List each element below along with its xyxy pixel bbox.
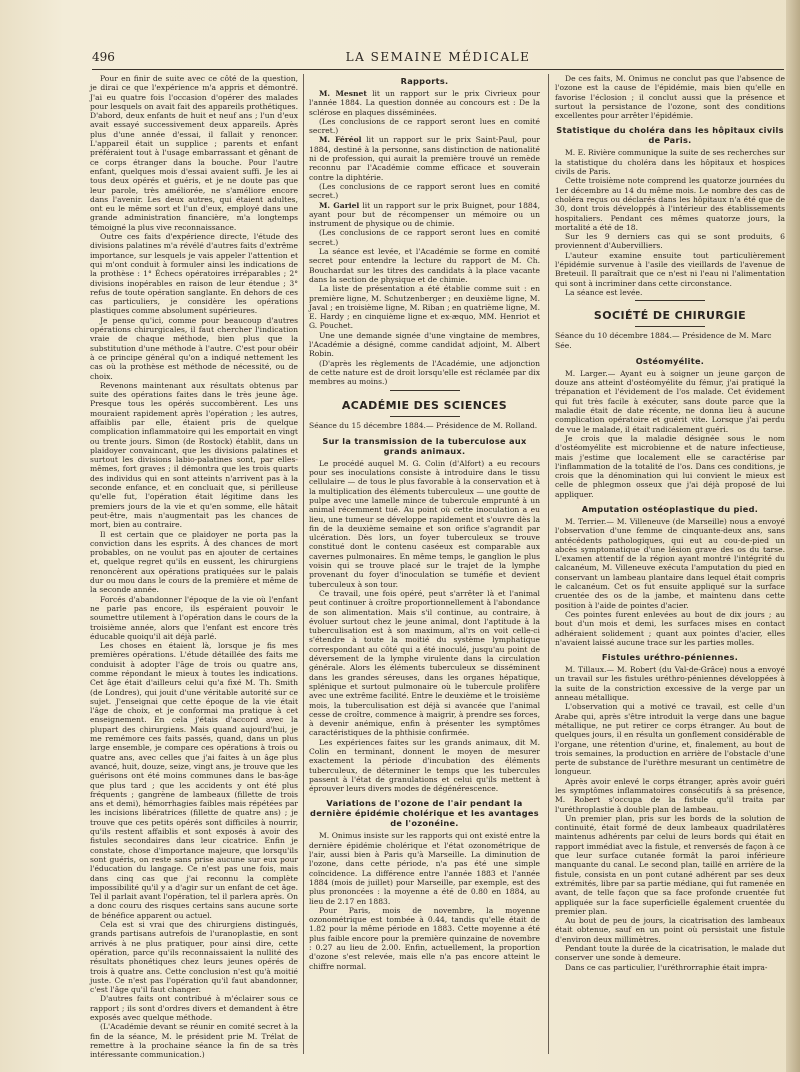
paragraph: M. Tillaux.— M. Robert (du Val-de-Grâce) nous a envoyé un travail sur les fistules uréthro-péniennes développées à la suite de la constriction excessive de la verge par un anneau métallique. <box>555 665 785 703</box>
paragraph: Forcés d'abandonner l'époque de la vie où l'enfant ne parle pas encore, ils espéraient pouvoir le soumettre utilement à l'opération dans le cours de la troisième année, alors que l'enfant est encore très éducable quoiqu'il ait déjà parlé. <box>90 594 298 641</box>
paragraph: Ces pointes furent enlevées au bout de dix jours ; au bout d'un mois et demi, les surfaces mises en contact adhéraient solidement ; quant aux pointes d'acier, elles n'avaient laissé aucune trace sur les parties molles. <box>555 609 785 647</box>
page-header <box>92 50 784 70</box>
paragraph: Cette troisième note comprend les quatorze journées du 1er décembre au 14 du même mois. Le nombre des cas de choléra reçus ou déclarés dans les hôpitaux n'a été que de 30, dont trois développés à l'intérieur des établissements hospitaliers. Pendant ces mêmes quatorze jours, la mortalité a été de 18. <box>555 176 785 232</box>
speaker-name: M. Mesnet <box>319 89 367 98</box>
paragraph: Dans ce cas particulier, l'uréthrorraphie était impra- <box>565 962 768 972</box>
paragraph: M. Larger.— Ayant eu à soigner un jeune garçon de douze ans atteint d'ostéomyélite du fémur, j'ai pratiqué la trépanation et l'évidement de l'os malade. Cet évidement qui fut très facile à exécuter, sans doute parce que la maladie était de date récente, ne donna lieu à aucune complication opératoire et guérit vite. Lorsque j'ai perdu de vue le malade, il était radicalement guéri. <box>555 368 785 434</box>
section-title-societe-chirurgie: SOCIÉTÉ DE CHIRURGIE <box>593 309 747 323</box>
paragraph: Après avoir enlevé le corps étranger, après avoir guéri les symptômes inflammatoires consécutifs à sa présence, M. Robert s'occupa de la fistule qu'il traita par l'uréthroplastie à double plan de lambeau. <box>555 776 785 814</box>
rubric-statistique-cholera: Statistique du choléra dans les hôpitaux civils de Paris. <box>556 125 784 146</box>
rubric-amputation: Amputation ostéoplastique du pied. <box>581 503 759 514</box>
report-text: (Les conclusions de ce rapport seront lues en comité secret.) <box>309 228 540 247</box>
section-title-academie-sciences: ACADÉMIE DES SCIENCES <box>341 398 508 412</box>
report-paragraph <box>309 359 540 387</box>
rubric-fistules: Fistules uréthro-péniennes. <box>601 652 739 663</box>
rubric-tuberculose: Sur la transmission de la tuberculose aux grands animaux. <box>322 435 527 456</box>
report-text: lit un rapport sur le prix Saint-Paul, pour 1884, destiné à la personne, sans distinction de nationalité ni de profession, qui aurait la première trouvé un remède reconnu par l'Académie comme efficace et souverain contre la diphtérie. <box>309 135 540 182</box>
rubric-osteomyelite: Ostéomyélite. <box>635 355 705 366</box>
paragraph: M. E. Rivière communique la suite de ses recherches sur la statistique du choléra dans les hôpitaux et hospices civils de Paris. <box>555 148 785 177</box>
column-divider-right <box>548 74 549 1054</box>
paragraph: L'auteur examine ensuite tout particulièrement l'épidémie survenue à l'asile des vieillards de l'avenue de Breteuil. Il paraîtrait que ce n'est ni l'eau ni l'alimentation qui sont à incriminer dans cette circonstance. <box>555 250 785 288</box>
rubric-ozone: Variations de l'ozone de l'air pendant la dernière épidémie cholérique et les avantages de l'ozonéine. <box>310 798 539 829</box>
report-paragraph <box>309 331 540 359</box>
session-line: Séance du 10 décembre 1884.— Présidence de M. Marc Sée. <box>555 331 772 350</box>
speaker-name: M. Gariel <box>319 200 360 210</box>
running-title: LA SEMAINE MÉDICALE <box>345 50 531 64</box>
speaker-name: M. Féréol <box>319 135 362 145</box>
paragraph: Les choses en étaient là, lorsque je fis mes premières opérations. L'étude détaillée des faits me conduisit à adopter l'âge de trois ou quatre ans, comme répondant le mieux à toutes les indications. Cet âge était d'ailleurs celui qu'a fixé M. Th. Smith (de Londres), qui jouit d'une véritable autorité sur ce sujet. J'enseignai que cette époque de la vie était l'âge de choix, et je conformai ma pratique à cet enseignement. En cela j'étais d'accord avec la plupart des chirurgiens. Mais quand aujourd'hui, je me remémore ces faits passés, quand, dans un plus large ensemble, je compare ces opérations à trois ou quatre ans, avec celles que j'ai faites à un âge plus avancé, huit, douze, seize, vingt ans, je trouve que les guérisons ont été moins communes dans le bas-âge que plus tard ; que les accidents y ont été plus fréquents ; gangrène de lambeaux (fillette de trois ans et demi), hémorrhagies faibles mais répétées par les incisions libératrices (fillette de quatre ans) ; je trouve que ces petits opérés sont difficiles à nourrir, qu'ils restent affaiblis et sont exposés à avoir des fistules secondaires dans leur cicatrice. Enfin je constate, chose d'importance majeure, que lorsqu'ils sont guéris, on reste sans prise aucune sur eux pour l'éducation du langage. Ce n'est pas une fois, mais dans cinq cas que j'ai reconnu la complète impossibilité qu'il y a d'agir sur un enfant de cet âge. Tel il parlait avant l'opération, tel il parlera après. On a donc couru des risques certains sans aucune sorte de bénéfice apparent ou actuel. <box>90 641 298 920</box>
report-text: (Les conclusions de ce rapport seront lues en comité secret.) <box>309 116 540 136</box>
column-right <box>555 74 785 1054</box>
paragraph: Pendant toute la durée de la cicatrisation, le malade dut conserver une sonde à demeure. <box>555 944 785 963</box>
paragraph: Je crois que la maladie désignée sous le nom d'ostéomyélite est microbienne et de nature infectieuse, mais j'estime que localement elle se caractérise par l'inflammation de la totalité de l'os. Dans ces conditions, je crois que la dénomination qui lui convient le mieux est celle de phlegmon osseux que j'ai déjà proposé de lui appliquer. <box>555 433 785 499</box>
report-text: (D'après les règlements de l'Académie, une adjonction de cette nature est de droit lorsqu'elle est réclamée par dix membres au moins.) <box>309 358 540 387</box>
page-number: 496 <box>92 50 115 64</box>
report-paragraph <box>309 247 540 284</box>
paragraph: Ce travail, une fois opéré, peut s'arrêter là et l'animal peut continuer à croître proportionnellement à l'abondance de son alimentation. Mais s'il continue, au contraire, à évoluer surtout chez le jeune animal, dont l'aptitude à la tuberculisation est à son maximum, al'rs on voit celle-ci s'étendre à toute la moitié du système lymphatique correspondant au côté qui a été inoculé, jusqu'au point de déversement de la lymphe virulente dans la circulation générale. Alors les éléments tuberculeux se disséminent dans les grandes séreuses, dans les organes hépatique, splénique et surtout pulmonaire où le tubercule prolifère avec une extrême facilité. Entre le deuxième et le troisième mois, la tuberculisation est déjà si avancée que l'animal cesse de croître, commence à maigrir, à prendre ses forces, à devenir anémique, enfin à présenter les symptômes caractéristiques de la phthisie confirmée. <box>309 588 540 738</box>
report-paragraph <box>309 117 540 136</box>
page-binding-edge <box>786 0 800 1072</box>
session-line: Séance du 15 décembre 1884.— Présidence de M. Rolland. <box>309 420 538 430</box>
paragraph: Outre ces faits d'expérience directe, l'étude des divisions palatines m'a révélé d'autres faits d'extrême importance, sur lesquels je vais appeler l'attention et qui m'ont conduit à formuler ainsi les indications de la prothèse : 1° Échecs opératoires irréparables ; 2° divisions inopérables en raison de leur étendue ; 3° refus de toute opération sanglante. En dehors de ces cas particuliers, je considère les opérations plastiques comme absolument supérieures. <box>90 232 298 316</box>
report-paragraph <box>309 228 540 247</box>
report-text: La séance est levée, et l'Académie se forme en comité secret pour entendre la lecture du rapport de M. Ch. Bouchardat sur les titres des candidats à la place vacante dans la section de physique et de chimie. <box>309 247 540 284</box>
paragraph: Les expériences faites sur les grands animaux, dit M. Colin en terminant, donnent le moyen de mesurer exactement la période d'incubation des éléments tuberculeux, de déterminer le temps que les tubercules passent à l'état de granulations et celui qu'ils mettent à éprouver leurs divers modes de dégénérescence. <box>309 737 540 794</box>
paragraph: Il est certain que ce plaidoyer ne porta pas la conviction dans les esprits. À des chances de mort probables, on ne voulut pas en ajouter de certaines et, quelque regret qu'ils en eussent, les chirurgiens renoncèrent aux opérations pratiquées sur le palais dur ou mou dans le cours de la première et même de la seconde année. <box>90 529 298 595</box>
paragraph: D'autres faits ont contribué à m'éclairer sous ce rapport ; ils sont d'ordres divers et demandent à être exposés avec quelque méthode. <box>90 994 298 1022</box>
section-rule <box>635 300 705 301</box>
paragraph: Pour Paris, mois de novembre, la moyenne ozonométrique est tombée à 0.44, tandis qu'elle était de 1.82 pour la même période en 1883. Cette moyenne a été plus faible encore pour la première quinzaine de novembre : 0.27 au lieu de 2.00. Enfin, actuellement, la proportion d'ozone s'est relevée, mais elle n'a pas encore atteint le chiffre normal. <box>309 905 540 971</box>
report-text: (Les conclusions de ce rapport seront lues en comité secret.) <box>309 181 540 201</box>
report-text: Une une demande signée d'une vingtaine de membres, l'Académie a désigné, comme candidat adjoint, M. Albert Robin. <box>309 330 540 359</box>
report-text: lit un rapport sur le prix Buignet, pour 1884, ayant pour but de récompenser un mémoire ou un instrument de physique ou de chimie. <box>309 200 541 229</box>
header-rule <box>92 69 784 70</box>
report-paragraph <box>309 201 540 229</box>
paragraph: Pour en finir de suite avec ce côté de la question, je dirai ce que l'expérience m'a appris et démontré. J'ai eu quatre fois l'occasion d'opérer des malades pour lesquels on avait fait des appareils prothétiques. D'abord, deux enfants de huit et neuf ans ; l'un d'eux avait essayé successivement deux appareils. Après plus d'une année d'essai, il fallait y renoncer. L'appareil était un supplice ; parents et enfant préféraient tout à l'usage embarrassant et gênant de ce corps étranger dans la bouche. Pour l'autre enfant, quelques mois d'essai avaient suffi. Je les ai tous deux opérés et guéris, et je ne doute pas que leur parole, très améliorée, ne s'améliore encore dans l'avenir. Les deux autres, qui étaient adultes, ont eu le même sort et l'un d'eux, employé dans une grande administration financière, m'a longtemps témoigné la plus vive reconnaissance. <box>90 74 298 232</box>
paragraph: M. Terrier.— M. Villeneuve (de Marseille) nous a envoyé l'observation d'une femme de cinquante-deux ans, sans antécédents pathologiques, qui eut au cou-de-pied un abcès symptomatique d'une lésion grave des os du tarse. L'examen attentif de la région ayant montré l'intégrité du calcanéum, M. Villeneuve exécuta l'amputation du pied en conservant un lambeau plantaire dans lequel était compris le calcanéum. Cet os fut ensuite appliqué sur la surface cruentée des os de la jambe, et maintenu dans cette position à l'aide de pointes d'acier. <box>555 516 785 610</box>
report-paragraph <box>309 89 540 117</box>
section-rule <box>390 416 460 417</box>
paragraph: Revenons maintenant aux résultats obtenus par suite des opérations faites dans le très jeune âge. Presque tous les opérés succombèrent. Les uns mouraient rapidement après l'opération ; les autres, affaiblis par elle, étaient pris de quelque complication inflammatoire qui les emportait en vingt ou trente jours. Simon (de Rostock) établit, dans un plaidoyer convaincant, que les divisions palatines et surtout les divisions labio-palatines sont, par elles-mêmes, fort graves ; il démontra que les trois quarts des individus qui en sont atteints n'arrivent pas à la seconde enfance, et en concluait que, si périlleuse qu'elle fut, l'opération était légitime dans les premiers jours de la vie et qu'en somme, elle hâtait peut-être, mais n'augmentait pas les chances de mort, bien au contraire. <box>90 380 298 530</box>
report-paragraph <box>309 284 540 330</box>
rubric-rapports: Rapports. <box>400 76 449 86</box>
report-paragraph <box>309 135 540 181</box>
report-text: La liste de présentation a été établie comme suit : en première ligne, M. Schutzenberger ; en deuxième ligne, M. Javal ; en troisième ligne, M. Riban ; en quatrième ligne, M. E. Hardy ; en cinquième ligne et ex-æquo, MM. Henriot et G. Pouchet. <box>309 284 540 331</box>
paragraph: L'observation qui a motivé ce travail, est celle d'un Arabe qui, après s'être introduit la verge dans une bague métallique, ne put retirer ce corps étranger. Au bout de quelques jours, il en résulta un gonflement considérable de l'organe, une rétention d'urine, et, finalement, au bout de trois semaines, la production en arrière de l'obstacle d'une perte de substance de l'urèthre mesurant un centimètre de longueur. <box>555 702 785 777</box>
section-rule <box>635 326 705 327</box>
paragraph: M. Onimus insiste sur les rapports qui ont existé entre la dernière épidémie cholérique et l'état ozonométrique de l'air, aussi bien à Paris qu'à Marseille. La diminution de l'ozone, dans cette période, n'a pas été une simple coïncidence. La différence entre l'année 1883 et l'année 1884 (mois de juillet) pour Marseille, par exemple, est des plus prononcées : la moyenne a été de 0.80 en 1884, au lieu de 2.17 en 1883. <box>309 831 540 906</box>
paragraph: Cela est si vrai que des chirurgiens distingués, grands partisans autrefois de l'uranoplastie, en sont arrivés à ne plus pratiquer, pour ainsi dire, cette opération, parce qu'ils reconnaissaient la nullité des résultats phonétiques chez leurs jeunes opérés de trois à quatre ans. Cette conclusion n'est qu'à moitié juste. Ce n'est pas l'opération qu'il faut abandonner, c'est l'âge qu'il faut changer. <box>90 920 298 995</box>
paragraph: Au bout de peu de jours, la cicatrisation des lambeaux était obtenue, sauf en un point où persistait une fistule d'environ deux millimètres. <box>555 916 785 944</box>
column-divider-left <box>303 74 304 1054</box>
report-text: lit un rapport sur le prix Civrieux pour l'année 1884. La question donnée au concours est : De la sclérose en plaques disséminées. <box>309 89 540 117</box>
paragraph: Je pense qu'ici, comme pour beaucoup d'autres opérations chirurgicales, il faut chercher l'indication vraie de chaque méthode, bien plus que la substitution d'une méthode à l'autre. C'est pour obéir à ce principe général qu'on a indiqué nettement les cas où la prothèse est méthode de nécessité, ou de choix. <box>90 315 298 381</box>
paragraph: Sur les 9 derniers cas qui se sont produits, 6 proviennent d'Aubervilliers. <box>555 232 785 251</box>
column-middle <box>309 74 540 1054</box>
paragraph: (L'Académie devant se réunir en comité secret à la fin de la séance, M. le président prie M. Trélat de remettre à la prochaine séance la fin de sa très intéressante communication.) <box>90 1022 298 1060</box>
report-paragraph <box>309 182 540 201</box>
paragraph: Un premier plan, pris sur les bords de la solution de continuité, était formé de deux lambeaux quadrilatères maintenus adhérents par celui de leurs bords qui était en rapport immédiat avec la fistule, et renversés de façon à ce que leur surface cutanée formât la paroi inférieure manquante du canal. Le second plan, taillé en arrière de la fistule, consista en un pont cutané adhérent par ses deux extrémités, libre par sa partie médiane, qui fut ramenée en avant, de telle façon que sa face profonde cruentée fut appliquée sur la face superficielle également cruentée du premier plan. <box>555 813 785 916</box>
paragraph: De ces faits, M. Onimus ne conclut pas que l'absence de l'ozone est la cause de l'épidémie, mais bien qu'elle en favorise l'éclosion ; il conclut aussi que la présence et surtout la persistance de l'ozone, sont des conditions excellentes pour arrêter l'épidémie. <box>555 74 785 121</box>
section-rule <box>390 390 460 391</box>
column-left <box>90 74 298 1060</box>
paragraph: Le procédé auquel M. G. Colin (d'Alfort) a eu recours pour ses inoculations consiste à introduire dans le tissu cellulaire — de tous le plus favorable à la conservation et à la multiplication des éléments tuberculeux — une goutte de pulpe avec une lamelle mince de tubercule emprunté à un animal récemment tué. Au point où cette inoculation a eu lieu, une tumeur se développe rapidement et s'ouvre dès la fin de la deuxième semaine et son orifice s'agrandit par ulcération. Dès lors, un foyer tuberculeux se trouve constitué dont le contenu caséeux est comparable aux cavernes pulmonaires. En même temps, le ganglion le plus voisin qui se trouve placé sur le trajet de la lymphe provenant du foyer d'inoculation se tuméfie et devient tuberculeux à son tour. <box>309 458 540 589</box>
paragraph: La séance est levée. <box>565 287 643 297</box>
